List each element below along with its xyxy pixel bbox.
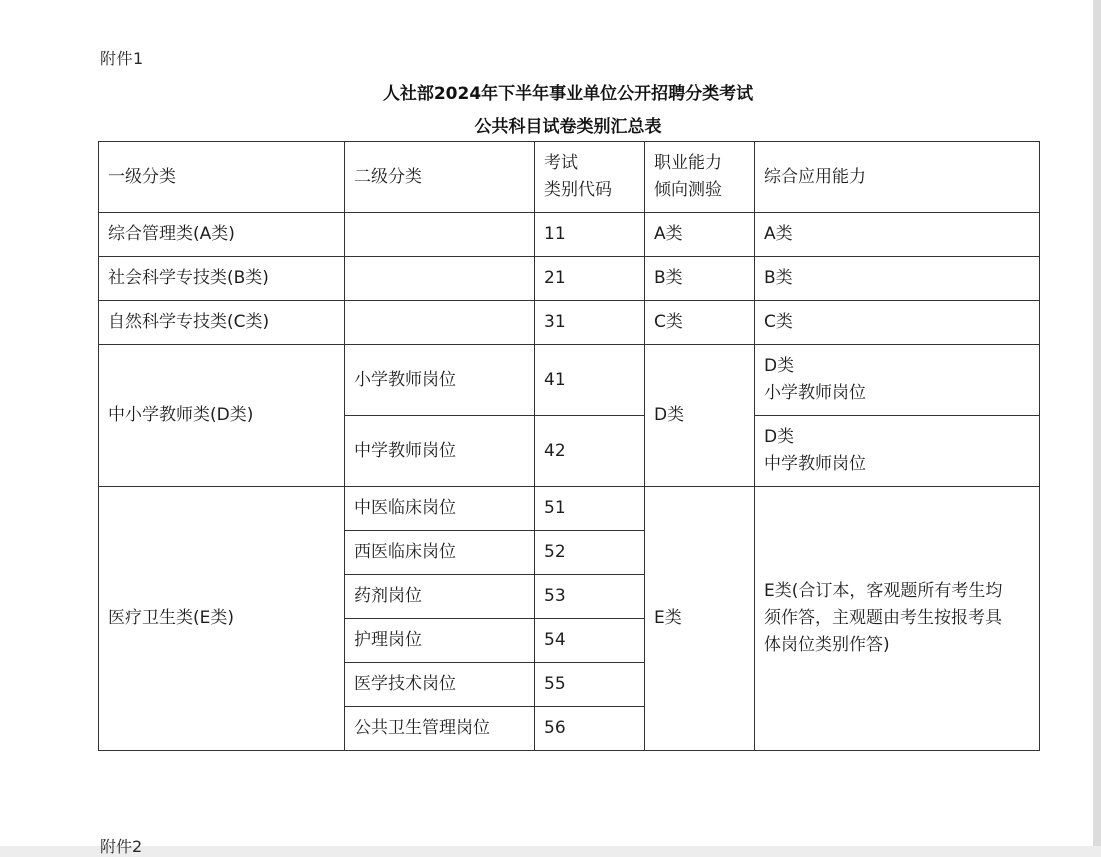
table-row: [99, 257, 1040, 301]
header-comprehensive: 综合应用能力: [755, 142, 1040, 213]
code-cell: 42: [535, 416, 645, 487]
comprehensive-cell: D类 中学教师岗位: [755, 416, 1040, 487]
code-cell: 51: [535, 487, 645, 531]
level2-cell: 小学教师岗位: [345, 345, 535, 416]
code-cell: 54: [535, 619, 645, 663]
level2-cell: [345, 301, 535, 345]
aptitude-cell: D类: [645, 345, 755, 487]
code-cell: 41: [535, 345, 645, 416]
header-level1: 一级分类: [99, 142, 345, 213]
aptitude-cell: E类: [645, 487, 755, 751]
page-edge: [1093, 0, 1101, 846]
level1-cell: 中小学教师类(D类): [99, 345, 345, 487]
header-aptitude-test: 职业能力 倾向测验: [645, 142, 755, 213]
level1-cell: 社会科学专技类(B类): [99, 257, 345, 301]
level1-cell: 自然科学专技类(C类): [99, 301, 345, 345]
table-row: [99, 345, 1040, 416]
code-cell: 56: [535, 707, 645, 751]
header-level2: 二级分类: [345, 142, 535, 213]
code-cell: 11: [535, 213, 645, 257]
comprehensive-cell: B类: [755, 257, 1040, 301]
aptitude-cell: B类: [645, 257, 755, 301]
table-row: [99, 301, 1040, 345]
attachment-label: 附件1: [100, 49, 144, 68]
level2-cell: 中学教师岗位: [345, 416, 535, 487]
level2-cell: [345, 213, 535, 257]
code-cell: 21: [535, 257, 645, 301]
exam-category-table: [98, 141, 1040, 751]
code-cell: 31: [535, 301, 645, 345]
comprehensive-cell: D类 小学教师岗位: [755, 345, 1040, 416]
header-exam-code: 考试 类别代码: [535, 142, 645, 213]
code-cell: 55: [535, 663, 645, 707]
document-title: 人社部2024年下半年事业单位公开招聘分类考试: [382, 84, 754, 104]
comprehensive-cell: A类: [755, 213, 1040, 257]
comprehensive-cell: E类(合订本，客观题所有考生均须作答，主观题由考生按报考具体岗位类别作答): [755, 487, 1040, 751]
table-row: [99, 213, 1040, 257]
table-row: [99, 487, 1040, 531]
level2-cell: 医学技术岗位: [345, 663, 535, 707]
level1-cell: 综合管理类(A类): [99, 213, 345, 257]
code-cell: 53: [535, 575, 645, 619]
level2-cell: 护理岗位: [345, 619, 535, 663]
table-header-row: [99, 142, 1040, 213]
level2-cell: 中医临床岗位: [345, 487, 535, 531]
aptitude-cell: C类: [645, 301, 755, 345]
level1-cell: 医疗卫生类(E类): [99, 487, 345, 751]
level2-cell: 药剂岗位: [345, 575, 535, 619]
next-attachment-label: 附件2: [100, 837, 143, 856]
level2-cell: 西医临床岗位: [345, 531, 535, 575]
level2-cell: 公共卫生管理岗位: [345, 707, 535, 751]
document-subtitle: 公共科目试卷类别汇总表: [474, 117, 662, 137]
aptitude-cell: A类: [645, 213, 755, 257]
comprehensive-cell: C类: [755, 301, 1040, 345]
level2-cell: [345, 257, 535, 301]
code-cell: 52: [535, 531, 645, 575]
